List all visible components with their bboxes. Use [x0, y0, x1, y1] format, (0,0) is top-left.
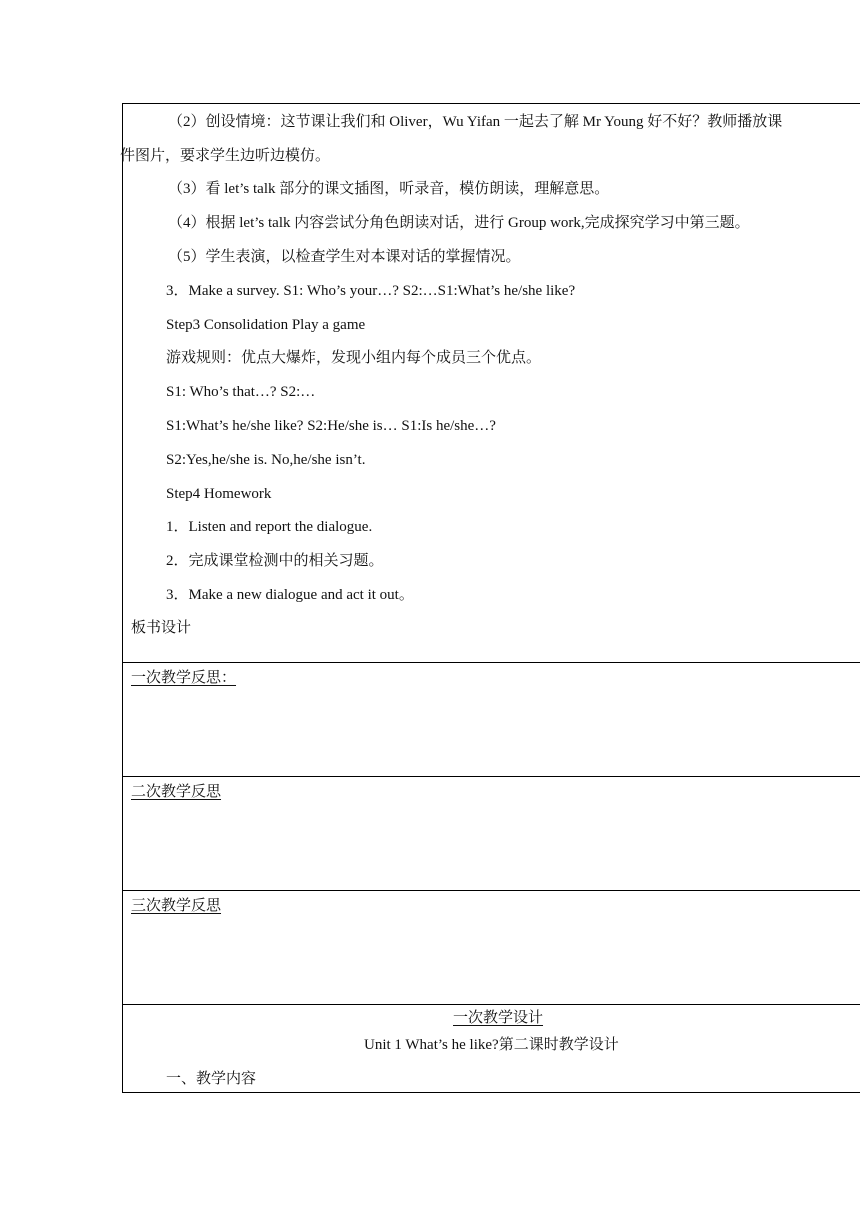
procedure-line-7: Step3 Consolidation Play a game	[166, 317, 366, 333]
procedure-line-10: S1:What’s he/she like? S2:He/she is… S1:Is he/she…?	[166, 418, 496, 434]
design-section-heading: 一、教学内容	[166, 1071, 257, 1087]
procedure-line-4: （4）根据 let’s talk 内容尝试分角色朗读对话，进行 Group work,完成探究学习中第三题。	[168, 215, 750, 231]
procedure-line-2: 件图片，要求学生边听边模仿。	[120, 148, 331, 164]
second-reflection-heading: 二次教学反思	[131, 783, 222, 800]
procedure-line-9: S1: Who’s that…? S2:…	[166, 384, 316, 400]
third-reflection-heading: 三次教学反思	[131, 897, 222, 914]
design-subtitle: Unit 1 What’s he like?第二课时教学设计	[364, 1037, 619, 1053]
first-reflection-cell	[123, 662, 860, 776]
first-reflection-heading: 一次教学反思：	[131, 669, 237, 686]
procedure-line-5: （5）学生表演，以检查学生对本课对话的掌握情况。	[168, 249, 521, 265]
procedure-line-14: 2．完成课堂检测中的相关习题。	[166, 553, 384, 569]
procedure-line-15: 3．Make a new dialogue and act it out。	[166, 587, 414, 603]
procedure-line-11: S2:Yes,he/she is. No,he/she isn’t.	[166, 452, 366, 468]
procedure-line-1: （2）创设情境：这节课让我们和 Oliver，Wu Yifan 一起去了解 Mr Young 好不好？教师播放课	[168, 114, 783, 130]
procedure-line-16: 板书设计	[131, 620, 192, 636]
procedure-line-12: Step4 Homework	[166, 486, 272, 502]
third-reflection-cell	[123, 890, 860, 1004]
procedure-line-8: 游戏规则：优点大爆炸，发现小组内每个成员三个优点。	[166, 350, 542, 366]
second-reflection-cell	[123, 776, 860, 890]
procedure-line-3: （3）看 let’s talk 部分的课文插图，听录音，模仿朗读，理解意思。	[168, 181, 610, 197]
design-heading: 一次教学设计	[453, 1009, 544, 1026]
lesson-procedure-cell	[120, 104, 860, 662]
procedure-line-6: 3．Make a survey. S1: Who’s your…? S2:…S1:What’s he/she like?	[166, 283, 576, 299]
lesson-plan-table	[122, 103, 860, 1093]
procedure-line-13: 1．Listen and report the dialogue.	[166, 519, 373, 535]
first-design-cell	[123, 1004, 860, 1094]
